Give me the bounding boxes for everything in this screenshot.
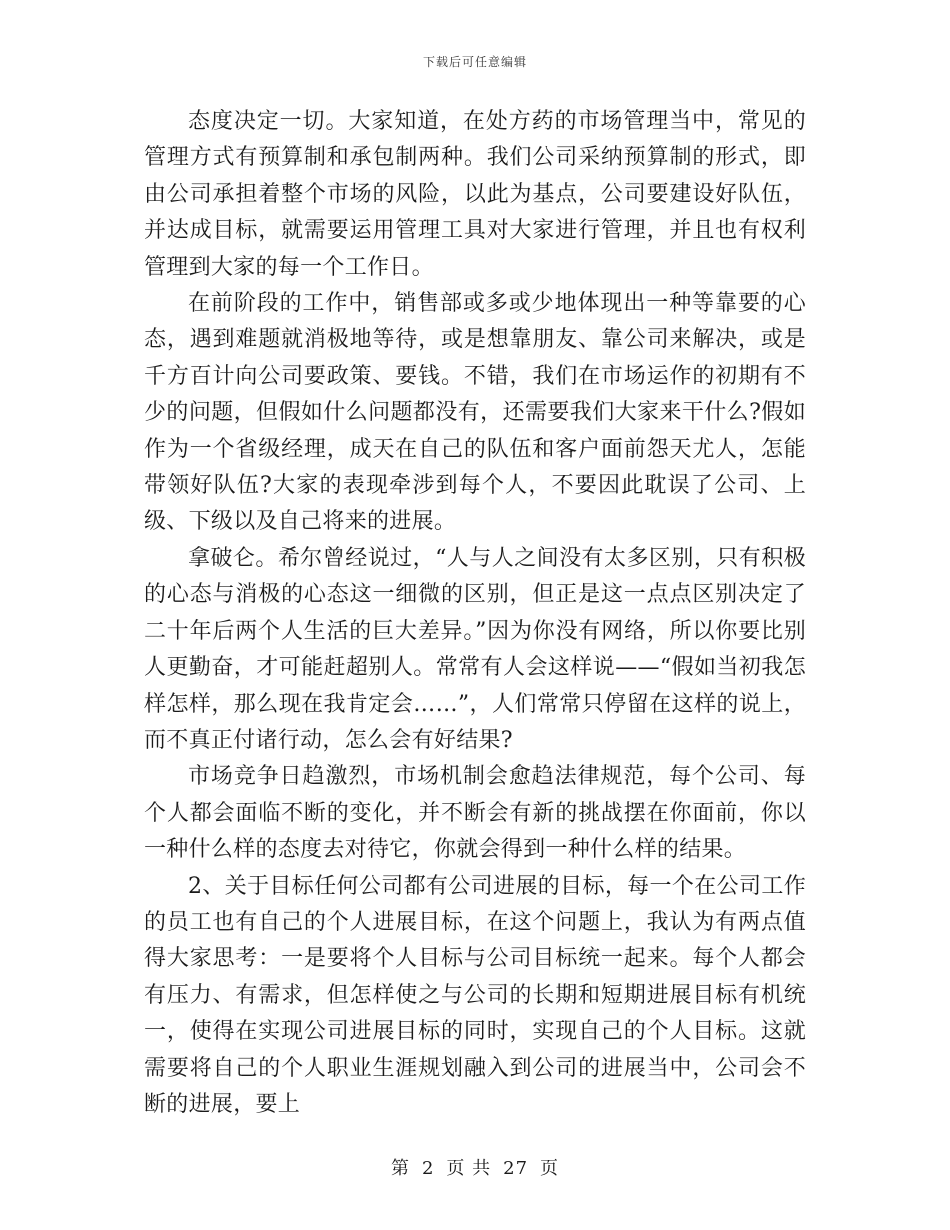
current-page-number: 2 xyxy=(421,1158,435,1179)
page-footer xyxy=(0,1154,950,1180)
paragraph-3: 拿破仑。希尔曾经说过，“人与人之间没有太多区别，只有积极的心态与消极的心态这一细微的区别，但正是这一点点区别决定了二十年后两个人生活的巨大差异。”因为你没有网络，所以你要比别人更勤奋，才可能赶超别人。常常有人会这样说——“假如当初我怎样怎样，那么现在我肯定会……”，人们常常只停留在这样的说上，而不真正付诸行动，怎么会有好结果? xyxy=(144,545,806,753)
document-body xyxy=(144,104,806,1123)
paragraph-2: 在前阶段的工作中，销售部或多或少地体现出一种等靠要的心态，遇到难题就消极地等待，或是想靠朋友、靠公司来解决，或是千方百计向公司要政策、要钱。不错，我们在市场运作的初期有不少的问题，但假如什么问题都没有，还需要我们大家来干什么?假如作为一个省级经理，成天在自己的队伍和客户面前怨天尤人，怎能带领好队伍?大家的表现牵涉到每个人，不要因此耽误了公司、上级、下级以及自己将来的进展。 xyxy=(144,291,806,535)
footer-middle: 页 共 xyxy=(446,1158,492,1179)
paragraph-4: 市场竞争日趋激烈，市场机制会愈趋法律规范，每个公司、每个人都会面临不断的变化，并不断会有新的挑战摆在你面前，你以一种什么样的态度去对待它，你就会得到一种什么样的结果。 xyxy=(144,764,806,863)
paragraph-1: 态度决定一切。大家知道，在处方药的市场管理当中，常见的管理方式有预算制和承包制两种。我们公司采纳预算制的形式，即由公司承担着整个市场的风险，以此为基点，公司要建设好队伍，并达成目标，就需要运用管理工具对大家进行管理，并且也有权利管理到大家的每一个工作日。 xyxy=(144,109,806,280)
footer-suffix: 页 xyxy=(540,1158,560,1179)
total-page-count: 27 xyxy=(503,1158,529,1179)
footer-prefix: 第 xyxy=(390,1158,410,1179)
page-header: 下载后可任意编辑 xyxy=(422,55,527,69)
paragraph-5: 2、关于目标任何公司都有公司进展的目标，每一个在公司工作的员工也有自己的个人进展目标，在这个问题上，我认为有两点值得大家思考：一是要将个人目标与公司目标统一起来。每个人都会有压力、有需求，但怎样使之与公司的长期和短期进展目标有机统一，使得在实现公司进展目标的同时，实现自己的个人目标。这就需要将自己的个人职业生涯规划融入到公司的进展当中，公司会不断的进展，要上 xyxy=(144,873,806,1117)
